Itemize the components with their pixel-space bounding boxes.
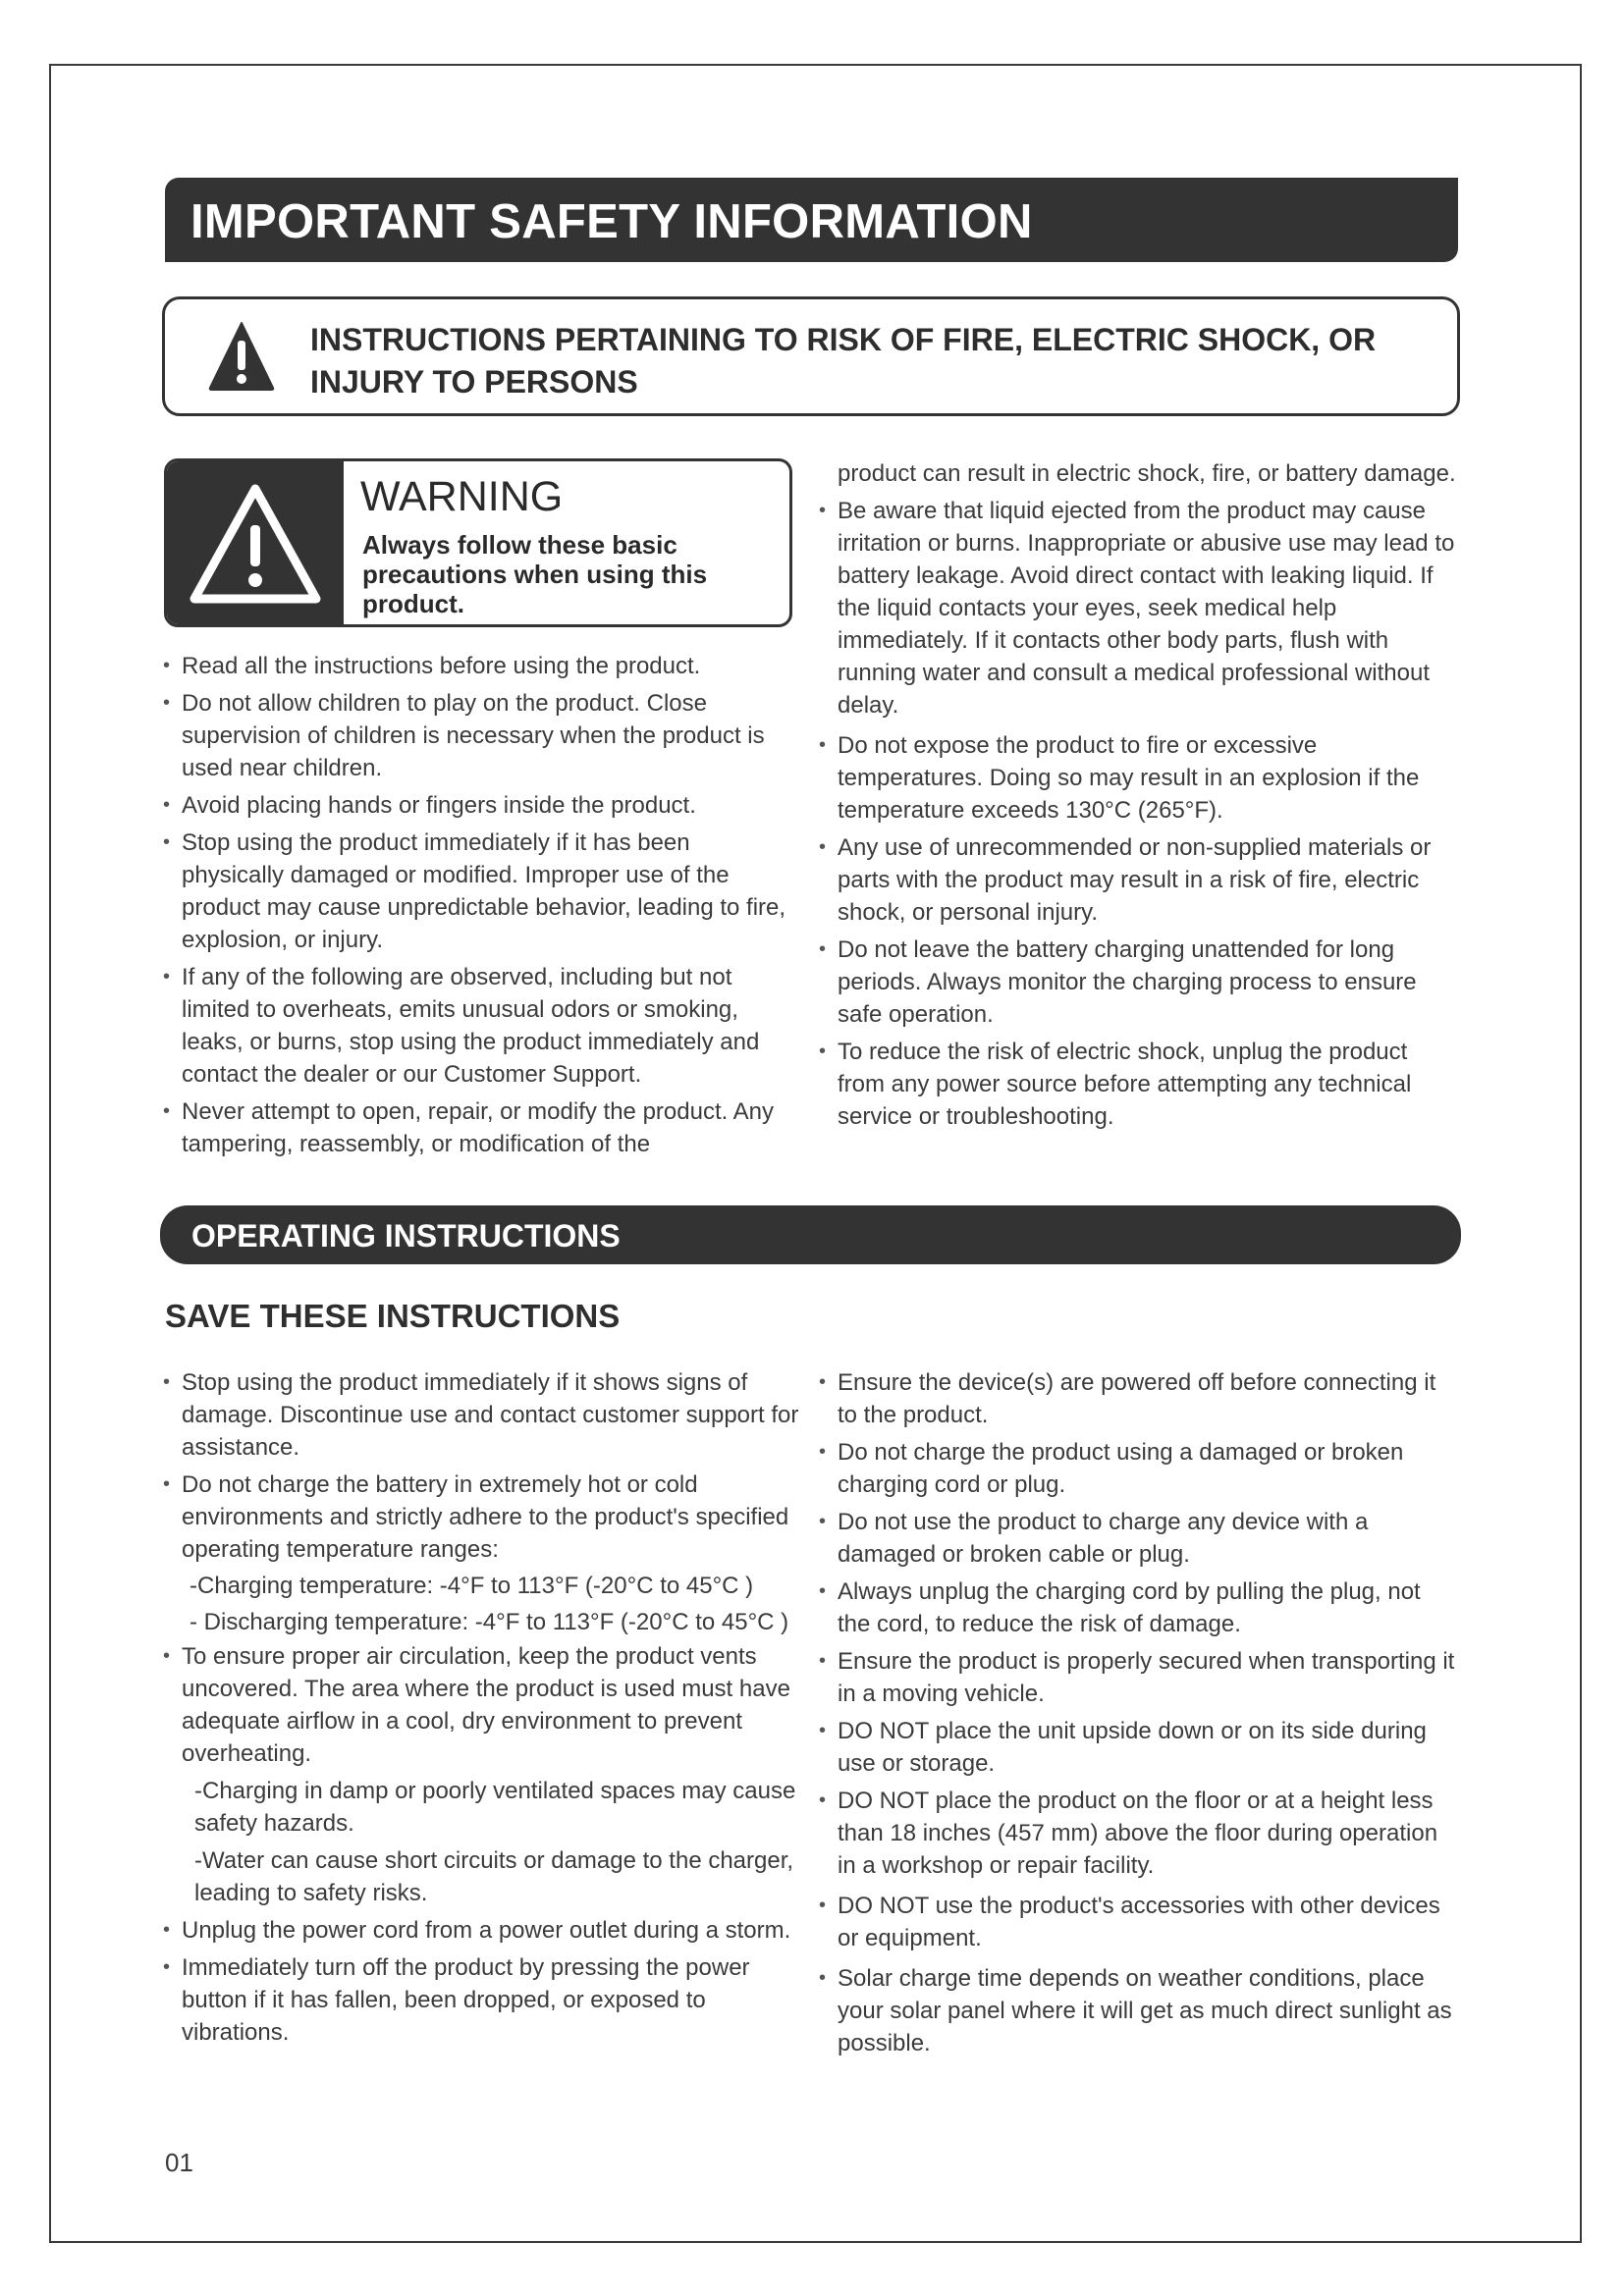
list-item: • Ensure the product is properly secured when transporting it in a moving vehicle. xyxy=(821,1645,1459,1710)
save-instructions-heading: SAVE THESE INSTRUCTIONS xyxy=(165,1298,621,1334)
warning-box xyxy=(164,458,792,627)
list-item: • Do not allow children to play on the product. Close supervision of children is necessary when the product is used near children. xyxy=(165,687,793,784)
page-title: IMPORTANT SAFETY INFORMATION xyxy=(190,195,1033,248)
warning-subtitle: Always follow these basic precautions when using this product. xyxy=(362,530,708,618)
list-item: • DO NOT place the unit upside down or on its side during use or storage. xyxy=(821,1715,1459,1780)
operating-list-right xyxy=(821,1366,1459,2059)
list-item: • Unplug the power cord from a power outlet during a storm. xyxy=(165,1914,803,1947)
list-item: • Never attempt to open, repair, or modify the product. Any tampering, reassembly, or modification of the xyxy=(165,1095,793,1160)
list-item: • Avoid placing hands or fingers inside the product. xyxy=(165,789,793,822)
list-item: • Read all the instructions before using the product. xyxy=(165,650,793,682)
list-item: • Stop using the product immediately if it shows signs of damage. Discontinue use and contact customer support for assistance. xyxy=(165,1366,803,1464)
list-item: • Do not leave the battery charging unattended for long periods. Always monitor the charging process to ensure safe operation. xyxy=(821,934,1459,1031)
list-item: • Solar charge time depends on weather conditions, place your solar panel where it will get as much direct sunlight as possible. xyxy=(821,1962,1459,2059)
list-item: • Ensure the device(s) are powered off before connecting it to the product. xyxy=(821,1366,1459,1431)
operating-instructions-banner xyxy=(160,1205,1461,1264)
operating-list-left xyxy=(165,1366,803,2049)
sub-item: -Charging in damp or poorly ventilated spaces may cause safety hazards. xyxy=(194,1778,796,1837)
hazard-notice-box xyxy=(162,296,1460,416)
list-item: • If any of the following are observed, including but not limited to overheats, emits unusual odors or smoking, leaks, or burns, stop using the product immediately and contact the dealer or our Customer Support. xyxy=(165,961,793,1091)
temp-discharging-range: - Discharging temperature: -4°F to 113°F (-20°C to 45°C ) xyxy=(189,1609,789,1635)
safety-list-right xyxy=(821,457,1459,1133)
section-title: OPERATING INSTRUCTIONS xyxy=(191,1218,621,1254)
list-item: • Do not use the product to charge any device with a damaged or broken cable or plug. xyxy=(821,1506,1459,1571)
list-item: • Any use of unrecommended or non-supplied materials or parts with the product may result in a risk of fire, electric shock, or personal injury. xyxy=(821,831,1459,929)
temp-charging-range: -Charging temperature: -4°F to 113°F (-20°C to 45°C ) xyxy=(189,1573,754,1599)
list-item: • Be aware that liquid ejected from the product may cause irritation or burns. Inappropriate or abusive use may lead to battery leakage. Avoid direct contact with leaking liquid. If the liquid contacts your eyes, seek medical help immediately. If it contacts other body parts, flush with running water and consult a medical professional without delay. xyxy=(821,495,1459,721)
sub-item: -Water can cause short circuits or damage to the charger, leading to safety risks. xyxy=(194,1847,794,1906)
warning-title: WARNING xyxy=(360,473,564,520)
warning-triangle-icon xyxy=(208,321,275,392)
list-item: • To reduce the risk of electric shock, unplug the product from any power source before attempting any technical service or troubleshooting. xyxy=(821,1036,1459,1133)
list-item: • Do not charge the battery in extremely hot or cold environments and strictly adhere to the product's specified operating temperature ranges: xyxy=(165,1468,803,1566)
warning-triangle-icon xyxy=(187,481,324,609)
list-item-continued: product can result in electric shock, fire, or battery damage. xyxy=(838,460,1456,487)
warning-icon-panel xyxy=(167,461,344,624)
hazard-notice-text: INSTRUCTIONS PERTAINING TO RISK OF FIRE, ELECTRIC SHOCK, OR INJURY TO PERSONS xyxy=(310,322,1377,400)
list-item: • Immediately turn off the product by pressing the power button if it has fallen, been dropped, or exposed to vibrations. xyxy=(165,1951,803,2049)
list-item: • Stop using the product immediately if it has been physically damaged or modified. Improper use of the product may cause unpredictable behavior, leading to fire, explosion, or injury. xyxy=(165,827,793,956)
list-item: • Always unplug the charging cord by pulling the plug, not the cord, to reduce the risk of damage. xyxy=(821,1575,1459,1640)
list-item: • Do not expose the product to fire or excessive temperatures. Doing so may result in an explosion if the temperature exceeds 130°C (265°F). xyxy=(821,729,1459,827)
safety-list-left xyxy=(165,650,793,1160)
list-item: • Do not charge the product using a damaged or broken charging cord or plug. xyxy=(821,1436,1459,1501)
list-item: • DO NOT place the product on the floor or at a height less than 18 inches (457 mm) above the floor during operation in a workshop or repair facility. xyxy=(821,1785,1459,1882)
list-item: • To ensure proper air circulation, keep the product vents uncovered. The area where the product is used must have adequate airflow in a cool, dry environment to prevent overheating. xyxy=(165,1640,803,1770)
main-title-banner xyxy=(165,178,1458,262)
list-item: • DO NOT use the product's accessories with other devices or equipment. xyxy=(821,1890,1459,1954)
page-number: 01 xyxy=(165,2148,193,2177)
